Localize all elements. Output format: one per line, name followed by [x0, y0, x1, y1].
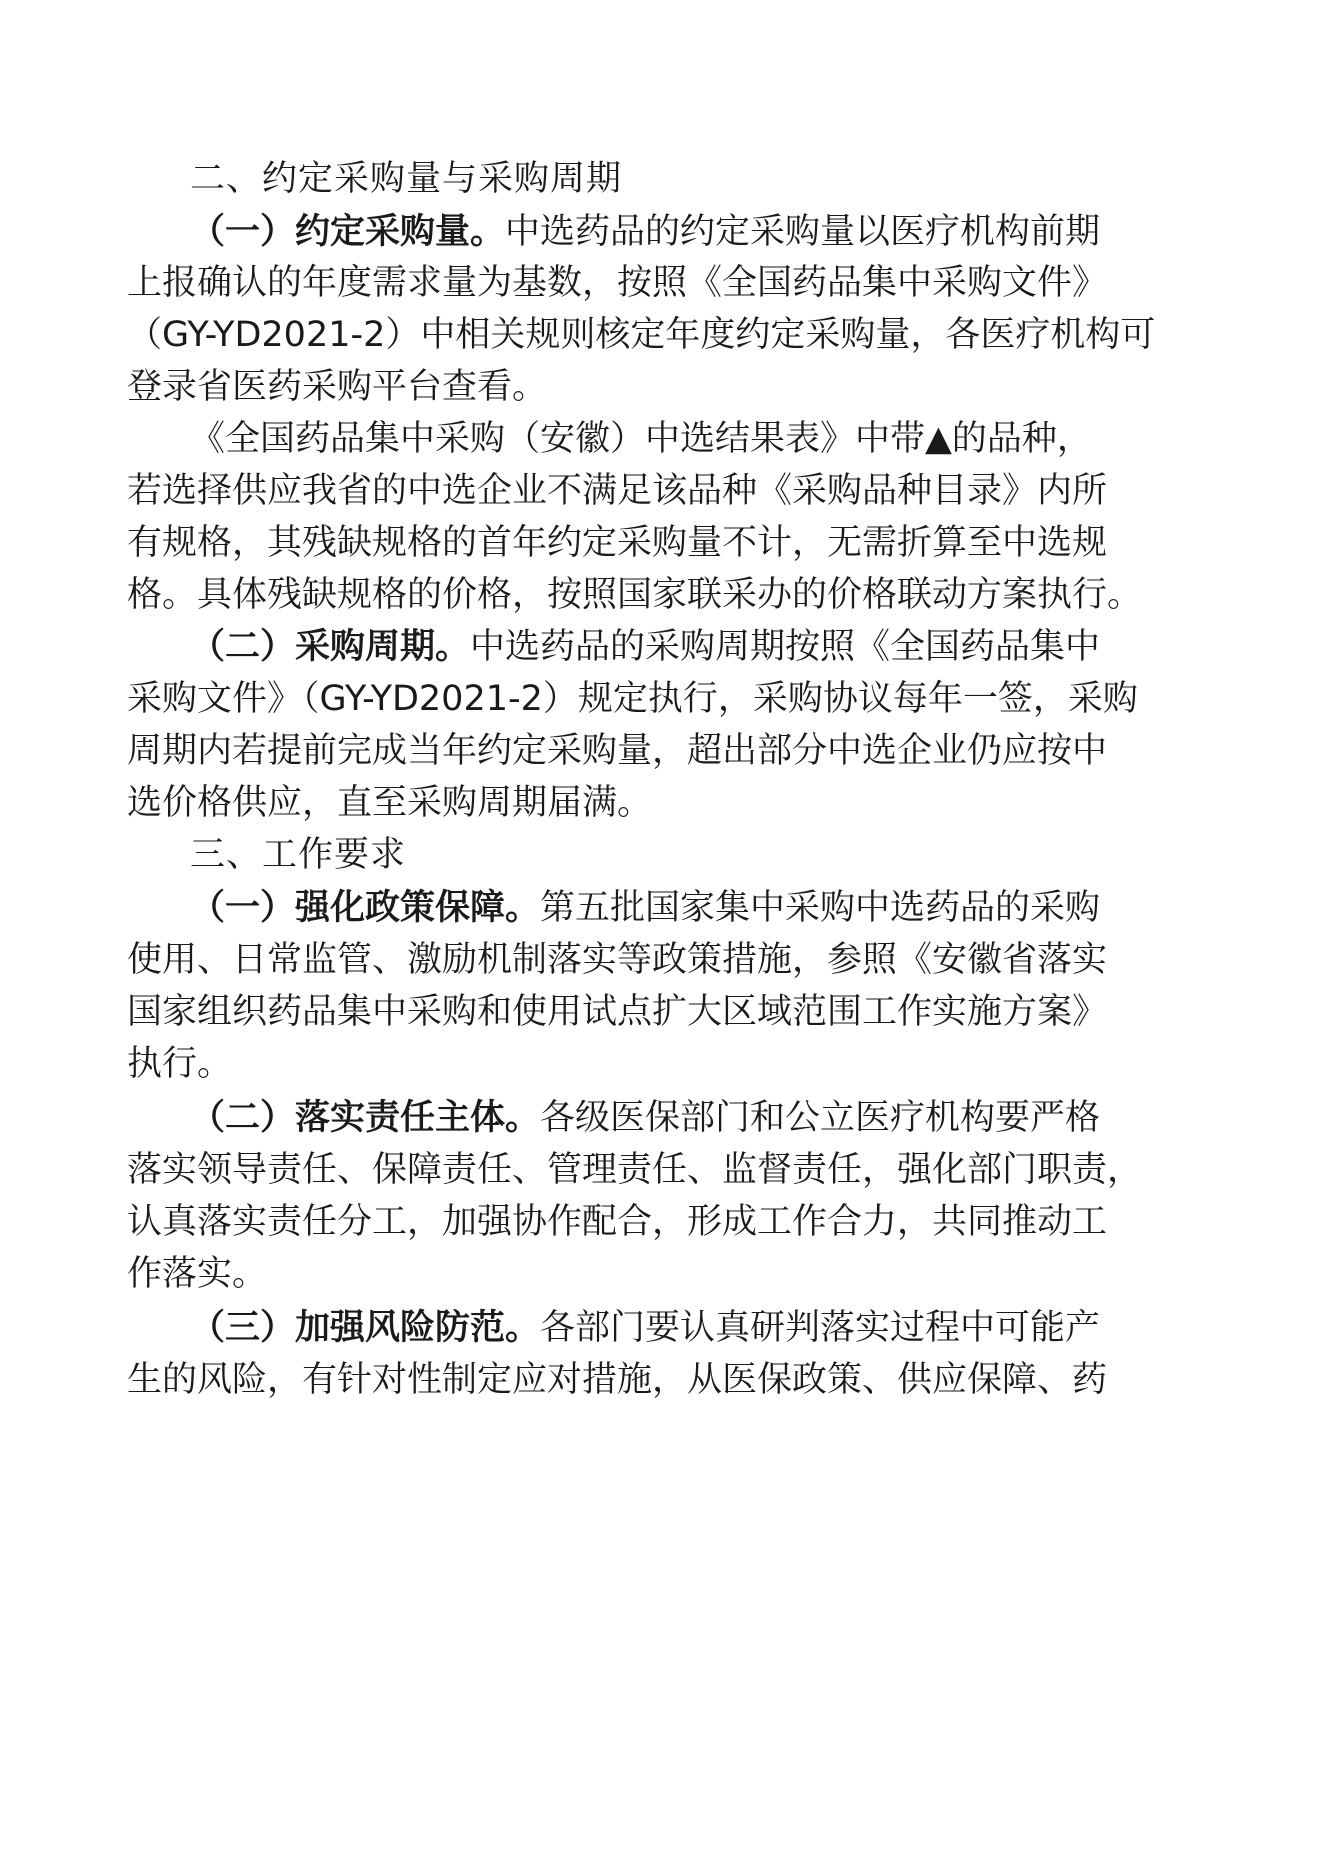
paragraph-text: 各级医保部门和公立医疗机构要严格 [540, 1098, 1101, 1138]
section-heading-3: 三、工作要求 [190, 835, 407, 875]
paragraph-text: 中选药品的采购周期按照《全国药品集中 [470, 627, 1101, 667]
paragraph-line: 国家组织药品集中采购和使用试点扩大区域范围工作实施方案》 [127, 992, 1108, 1032]
section-heading-2: 二、约定采购量与采购周期 [190, 159, 623, 199]
subsection-lead: （二）落实责任主体。 [190, 1098, 541, 1138]
subsection-lead: （一）强化政策保障。 [190, 888, 541, 928]
paragraph-line: 《全国药品集中采购（安徽）中选结果表》中带▲的品种， [190, 419, 1092, 459]
paragraph-line: 作落实。 [127, 1254, 268, 1294]
paragraph-line: 落实领导责任、保障责任、管理责任、监督责任，强化部门职责， [127, 1150, 1143, 1190]
paragraph-line: 采购文件》（GY-YD2021-2）规定执行，采购协议每年一签，采购 [127, 679, 1138, 719]
subsection-lead: （二）采购周期。 [190, 627, 471, 667]
subsection-lead: （一）约定采购量。 [190, 212, 506, 252]
paragraph-line: 若选择供应我省的中选企业不满足该品种《采购品种目录》内所 [127, 471, 1108, 511]
paragraph-line: 格。具体残缺规格的价格，按照国家联采办的价格联动方案执行。 [127, 575, 1143, 615]
paragraph-line: 周期内若提前完成当年约定采购量，超出部分中选企业仍应按中 [127, 731, 1108, 771]
paragraph-text: 第五批国家集中采购中选药品的采购 [540, 888, 1101, 928]
paragraph-line: （GY-YD2021-2）中相关规则核定年度约定采购量，各医疗机构可 [127, 315, 1156, 355]
paragraph-line: 生的风险，有针对性制定应对措施，从医保政策、供应保障、药 [127, 1360, 1108, 1400]
subsection-lead: （三）加强风险防范。 [190, 1308, 541, 1348]
paragraph-line: 认真落实责任分工，加强协作配合，形成工作合力，共同推动工 [127, 1202, 1108, 1242]
paragraph-line: 使用、日常监管、激励机制落实等政策措施，参照《安徽省落实 [127, 940, 1108, 980]
paragraph-text: 各部门要认真研判落实过程中可能产 [540, 1308, 1101, 1348]
paragraph-line: 登录省医药采购平台查看。 [127, 367, 548, 407]
paragraph-line: 选价格供应，直至采购周期届满。 [127, 783, 653, 823]
paragraph-line: 上报确认的年度需求量为基数，按照《全国药品集中采购文件》 [127, 263, 1108, 303]
paragraph-line: 执行。 [127, 1044, 233, 1084]
paragraph-line: 有规格，其残缺规格的首年约定采购量不计，无需折算至中选规 [127, 523, 1108, 563]
paragraph-text: 中选药品的约定采购量以医疗机构前期 [505, 212, 1101, 252]
